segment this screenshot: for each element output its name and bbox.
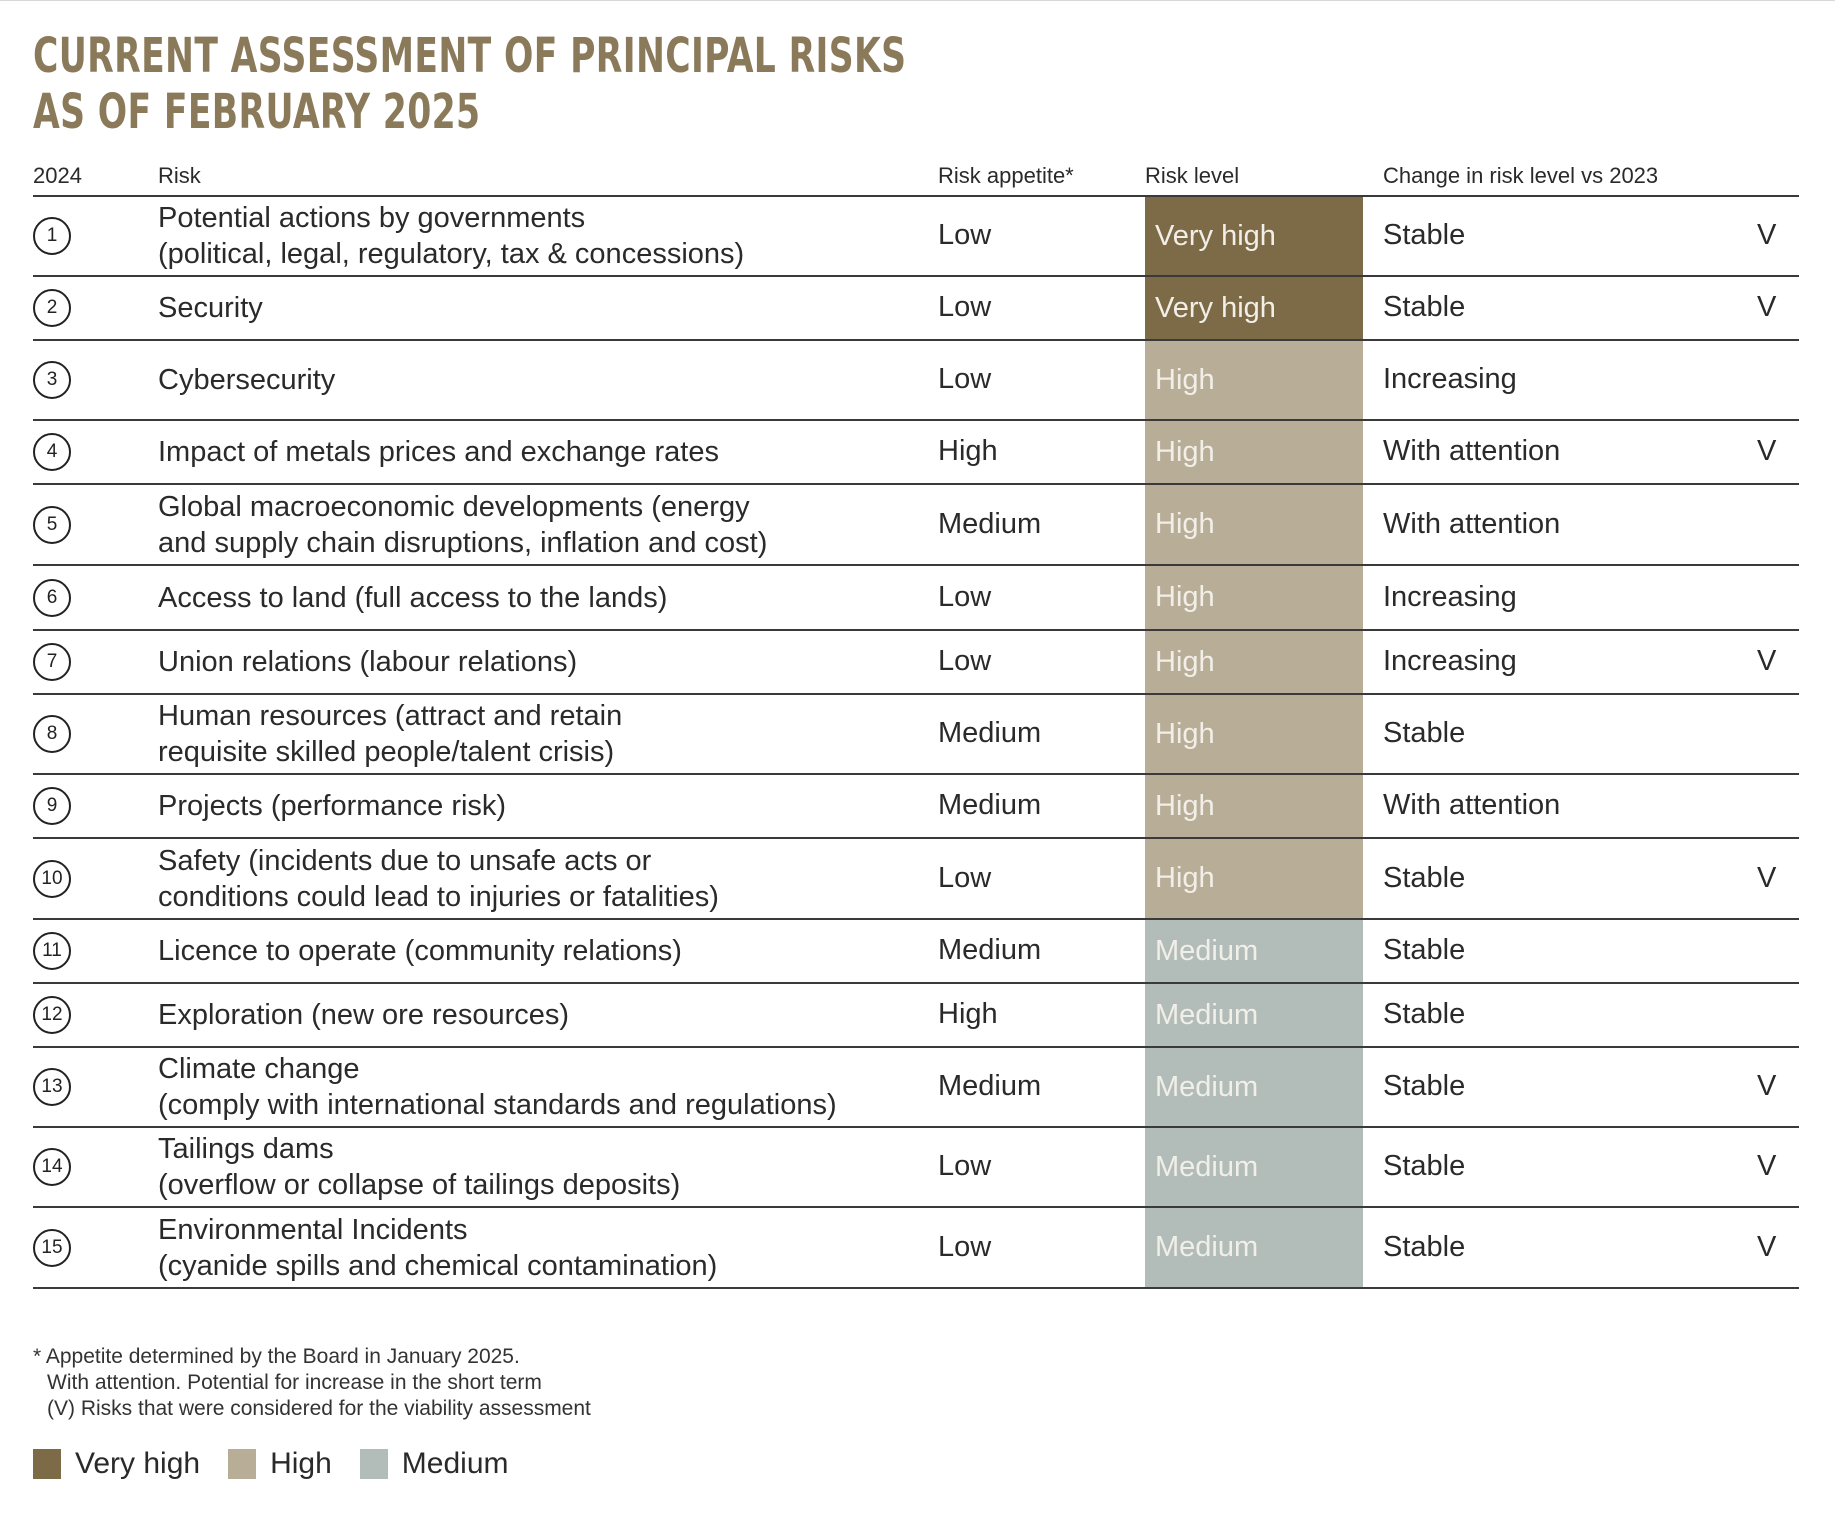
footnote-appetite: * Appetite determined by the Board in January 2025. <box>33 1345 520 1368</box>
top-divider <box>0 0 1835 1</box>
viability-marker: V <box>1757 219 1777 251</box>
risk-change: Stable <box>1383 717 1466 749</box>
risk-number-badge: 12 <box>33 996 71 1034</box>
risk-level-cell: Medium <box>1145 1048 1363 1126</box>
risk-level-cell: Medium <box>1145 1128 1363 1206</box>
risk-name-line-1: Access to land (full access to the lands) <box>158 581 668 614</box>
legend-item-high <box>228 1447 332 1481</box>
risk-number-badge: 10 <box>33 860 71 898</box>
table-row <box>33 1208 1799 1289</box>
risk-level-cell: High <box>1145 631 1363 693</box>
viability-marker: V <box>1757 291 1777 323</box>
table-row <box>33 277 1799 341</box>
viability-marker: V <box>1757 645 1777 677</box>
table-row <box>33 485 1799 566</box>
risk-name-line-2: (overflow or collapse of tailings deposits) <box>158 1169 681 1201</box>
risk-number-badge: 14 <box>33 1148 71 1186</box>
risk-number-badge: 4 <box>33 433 71 471</box>
legend-item-very-high <box>33 1447 200 1481</box>
table-row <box>33 1048 1799 1128</box>
risk-name-line-1: Union relations (labour relations) <box>158 646 578 678</box>
row-divider <box>33 1287 1799 1289</box>
risk-name-line-2: (cyanide spills and chemical contamination) <box>158 1249 718 1282</box>
risk-appetite: Low <box>938 1150 992 1182</box>
risk-name <box>158 1051 837 1123</box>
risk-appetite: Medium <box>938 934 1042 966</box>
risk-name-line-1: Impact of metals prices and exchange rates <box>158 436 719 468</box>
table-row <box>33 197 1799 277</box>
risk-number-badge: 8 <box>33 715 71 753</box>
risk-number-badge: 9 <box>33 787 71 825</box>
risk-level-cell: Very high <box>1145 277 1363 339</box>
risk-appetite: Medium <box>938 789 1042 821</box>
header-appetite: Risk appetite* <box>938 163 1074 188</box>
table-row <box>33 775 1799 839</box>
table-row <box>33 566 1799 631</box>
risk-name <box>158 997 569 1033</box>
legend-label-very-high: Very high <box>75 1447 201 1480</box>
risk-change: Stable <box>1383 219 1466 251</box>
table-row <box>33 839 1799 920</box>
viability-marker: V <box>1757 435 1777 467</box>
risk-name <box>158 434 719 470</box>
legend-swatch-very-high <box>33 1449 61 1479</box>
legend-swatch-medium <box>360 1449 388 1479</box>
table-row <box>33 1128 1799 1208</box>
table-row <box>33 631 1799 695</box>
risk-change: Stable <box>1383 998 1466 1030</box>
risk-appetite: Medium <box>938 1070 1042 1102</box>
risk-name-line-1: Potential actions by governments <box>158 202 586 234</box>
risk-number-badge: 2 <box>33 289 71 327</box>
risk-name-line-1: Projects (performance risk) <box>158 790 507 822</box>
risk-appetite: Low <box>938 219 992 251</box>
legend-label-high: High <box>270 1447 332 1480</box>
risk-name <box>158 362 335 398</box>
risk-level-cell: Very high <box>1145 197 1363 275</box>
risk-level-cell: High <box>1145 341 1363 419</box>
risk-number-badge: 3 <box>33 361 71 399</box>
viability-marker: V <box>1757 861 1777 894</box>
risk-name-line-1: Tailings dams <box>158 1133 334 1165</box>
risk-appetite: High <box>938 435 998 467</box>
risk-change: With attention <box>1383 435 1561 467</box>
risk-change: With attention <box>1383 789 1561 821</box>
header-risk: Risk <box>158 163 201 188</box>
risk-appetite: Low <box>938 645 992 677</box>
risk-change: Stable <box>1383 861 1466 894</box>
legend-swatch-high <box>228 1449 256 1479</box>
title-line-2: AS OF FEBRUARY 2025 <box>33 84 481 140</box>
risk-name-line-1: Cybersecurity <box>158 364 336 396</box>
risk-level-cell: Medium <box>1145 920 1363 982</box>
risk-name-line-1: Climate change <box>158 1053 360 1085</box>
risk-appetite: Medium <box>938 717 1042 749</box>
table-row <box>33 695 1799 775</box>
risk-name <box>158 200 744 272</box>
viability-marker: V <box>1757 1230 1777 1263</box>
footnote-viability: (V) Risks that were considered for the viability assessment <box>47 1397 591 1420</box>
risk-name-line-1: Licence to operate (community relations) <box>158 935 682 967</box>
risk-number-badge: 6 <box>33 579 71 617</box>
risk-name <box>158 1212 717 1284</box>
title-line-1: CURRENT ASSESSMENT OF PRINCIPAL RISKS <box>33 28 907 84</box>
risk-name <box>158 489 767 561</box>
risk-name-line-1: Security <box>158 292 263 324</box>
legend-item-medium <box>360 1447 509 1481</box>
risk-name <box>158 1131 680 1203</box>
risk-name <box>158 644 577 680</box>
risk-appetite: Low <box>938 861 992 894</box>
risk-appetite: High <box>938 998 998 1030</box>
risk-change: Stable <box>1383 934 1466 966</box>
risk-level-cell: High <box>1145 775 1363 837</box>
risk-number-badge: 15 <box>33 1229 71 1267</box>
risk-level-cell: High <box>1145 839 1363 918</box>
table-row <box>33 920 1799 984</box>
risk-number-badge: 11 <box>33 932 71 970</box>
risk-number-badge: 13 <box>33 1068 71 1106</box>
viability-marker: V <box>1757 1070 1777 1102</box>
page-title <box>33 28 906 140</box>
risk-number-badge: 1 <box>33 217 71 255</box>
risk-name-line-2: (political, legal, regulatory, tax & concessions) <box>158 238 745 270</box>
risk-level-cell: High <box>1145 566 1363 629</box>
risk-level-cell: High <box>1145 695 1363 773</box>
risk-name <box>158 580 667 616</box>
risk-change: Increasing <box>1383 580 1517 613</box>
risk-name <box>158 843 719 915</box>
risk-name-line-1: Exploration (new ore resources) <box>158 999 570 1031</box>
risk-change: Increasing <box>1383 363 1517 395</box>
risk-change: Stable <box>1383 291 1466 323</box>
risk-name <box>158 290 263 326</box>
header-year: 2024 <box>33 163 82 188</box>
table-row <box>33 421 1799 485</box>
risk-appetite: Medium <box>938 507 1042 540</box>
risk-appetite: Low <box>938 291 992 323</box>
risk-name <box>158 788 506 824</box>
risk-change: Stable <box>1383 1070 1466 1102</box>
risk-level-cell: Medium <box>1145 984 1363 1046</box>
legend-label-medium: Medium <box>401 1447 509 1480</box>
risk-name <box>158 933 682 969</box>
footnote-attention: With attention. Potential for increase in the short term <box>47 1371 542 1394</box>
risk-level-cell: High <box>1145 485 1363 564</box>
risk-level-cell: Medium <box>1145 1208 1363 1287</box>
risk-change: Stable <box>1383 1230 1466 1263</box>
risk-change: Stable <box>1383 1150 1466 1182</box>
risk-name-line-1: Global macroeconomic developments (energy <box>158 490 750 523</box>
risk-name-line-2: requisite skilled people/talent crisis) <box>158 736 615 768</box>
risk-number-badge: 5 <box>33 506 71 544</box>
risk-name <box>158 698 622 770</box>
viability-marker: V <box>1757 1150 1777 1182</box>
legend <box>33 1447 537 1481</box>
footnotes <box>33 1344 591 1422</box>
risk-level-cell: High <box>1145 421 1363 483</box>
risk-appetite: Low <box>938 363 992 395</box>
risk-name-line-2: and supply chain disruptions, inflation and cost) <box>158 526 768 559</box>
risk-change: With attention <box>1383 507 1561 540</box>
risk-change: Increasing <box>1383 645 1517 677</box>
risk-appetite: Low <box>938 1230 992 1263</box>
risk-name-line-1: Environmental Incidents <box>158 1213 468 1246</box>
risk-appetite: Low <box>938 580 992 613</box>
header-level: Risk level <box>1145 163 1240 188</box>
risk-number-badge: 7 <box>33 643 71 681</box>
table-row <box>33 341 1799 421</box>
risk-name-line-2: conditions could lead to injuries or fatalities) <box>158 880 719 913</box>
risk-name-line-2: (comply with international standards and regulations) <box>158 1089 837 1121</box>
table-row <box>33 984 1799 1048</box>
risk-name-line-1: Human resources (attract and retain <box>158 700 623 732</box>
risk-name-line-1: Safety (incidents due to unsafe acts or <box>158 844 652 877</box>
header-change: Change in risk level vs 2023 <box>1383 163 1659 188</box>
